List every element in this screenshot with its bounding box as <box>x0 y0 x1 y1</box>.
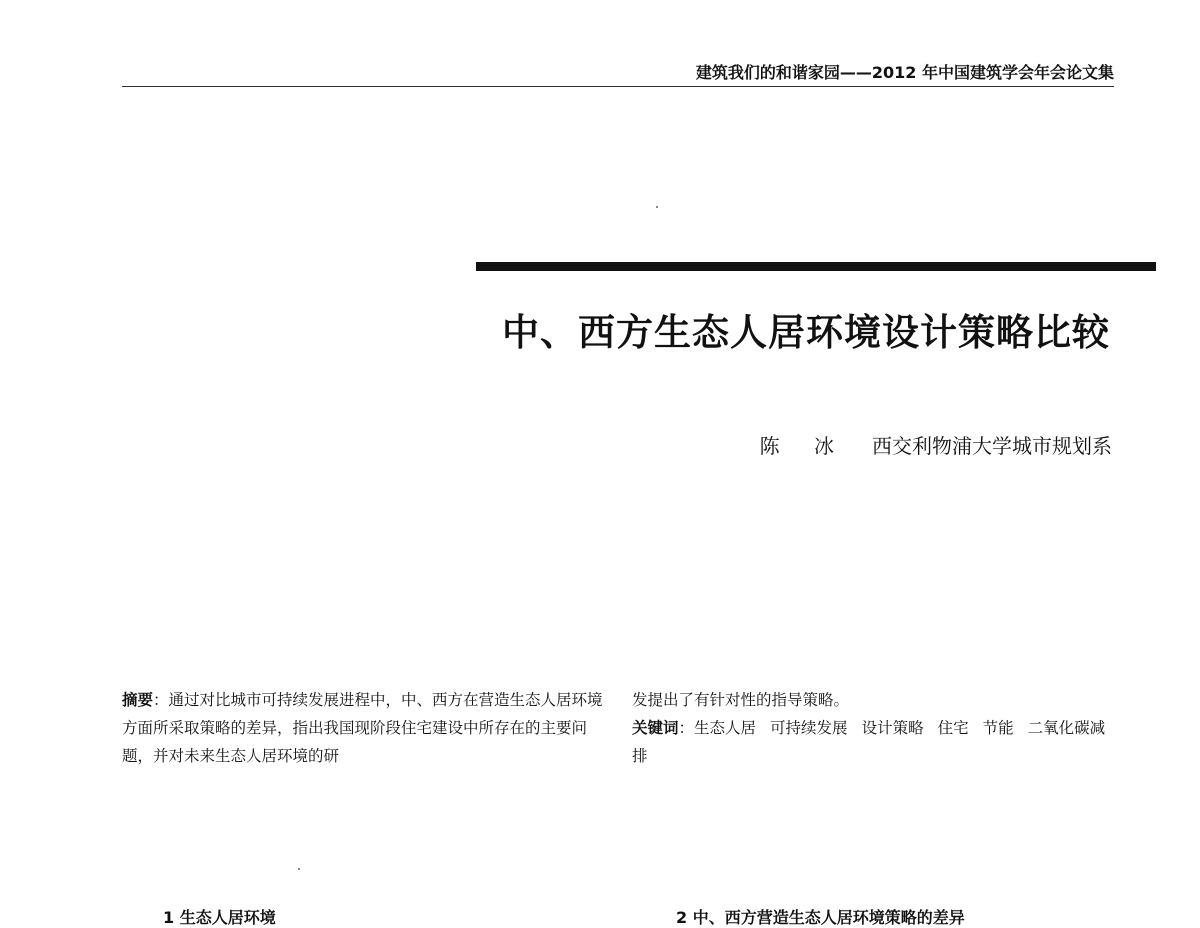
section-heading-1: 1 生态人居环境 <box>163 908 276 927</box>
keyword: 可持续发展 <box>770 719 848 737</box>
section-heading-2: 2 中、西方营造生态人居环境策略的差异 <box>676 908 965 927</box>
keywords-paragraph: 关键词：生态人居 可持续发展 设计策略 住宅 节能 二氧化碳减排 <box>632 718 1106 765</box>
keyword: 节能 <box>982 719 1014 737</box>
scan-speck <box>656 206 658 208</box>
keywords-label: 关键词 <box>632 718 679 737</box>
keyword: 生态人居 <box>694 719 757 737</box>
abstract-paragraph: 摘要：通过对比城市可持续发展进程中，中、西方在营造生态人居环境方面所采取策略的差异，指出我国现阶段住宅建设中所存在的主要问题，并对未来生态人居环境的研 <box>122 690 603 765</box>
header-rule <box>122 86 1114 87</box>
abstract-left-column <box>122 686 607 770</box>
abstract-continuation: 发提出了有针对性的指导策略。 <box>632 691 850 709</box>
journal-header-title: 建筑我们的和谐家园——2012 年中国建筑学会年会论文集 <box>695 63 1114 82</box>
author-name: 陈 冰 <box>759 434 848 458</box>
author-line <box>760 430 1112 459</box>
paper-title: 中、西方生态人居环境设计策略比较 <box>502 311 1110 354</box>
keyword: 设计策略 <box>861 719 924 737</box>
abstract-text-part1: 通过对比城市可持续发展进程中，中、西方在营造生态人居环境方面所采取策略的差异，指出我国现阶段住宅建设中所存在的主要问题，并对未来生态人居环境的研 <box>122 691 603 765</box>
keyword: 二氧化碳减排 <box>632 719 1106 765</box>
abstract-label: 摘要 <box>122 690 154 709</box>
author-affiliation: 西交利物浦大学城市规划系 <box>872 434 1112 458</box>
abstract-right-column <box>632 686 1112 770</box>
keyword: 住宅 <box>937 719 969 737</box>
title-bar <box>476 262 1156 271</box>
scan-speck <box>298 868 300 870</box>
